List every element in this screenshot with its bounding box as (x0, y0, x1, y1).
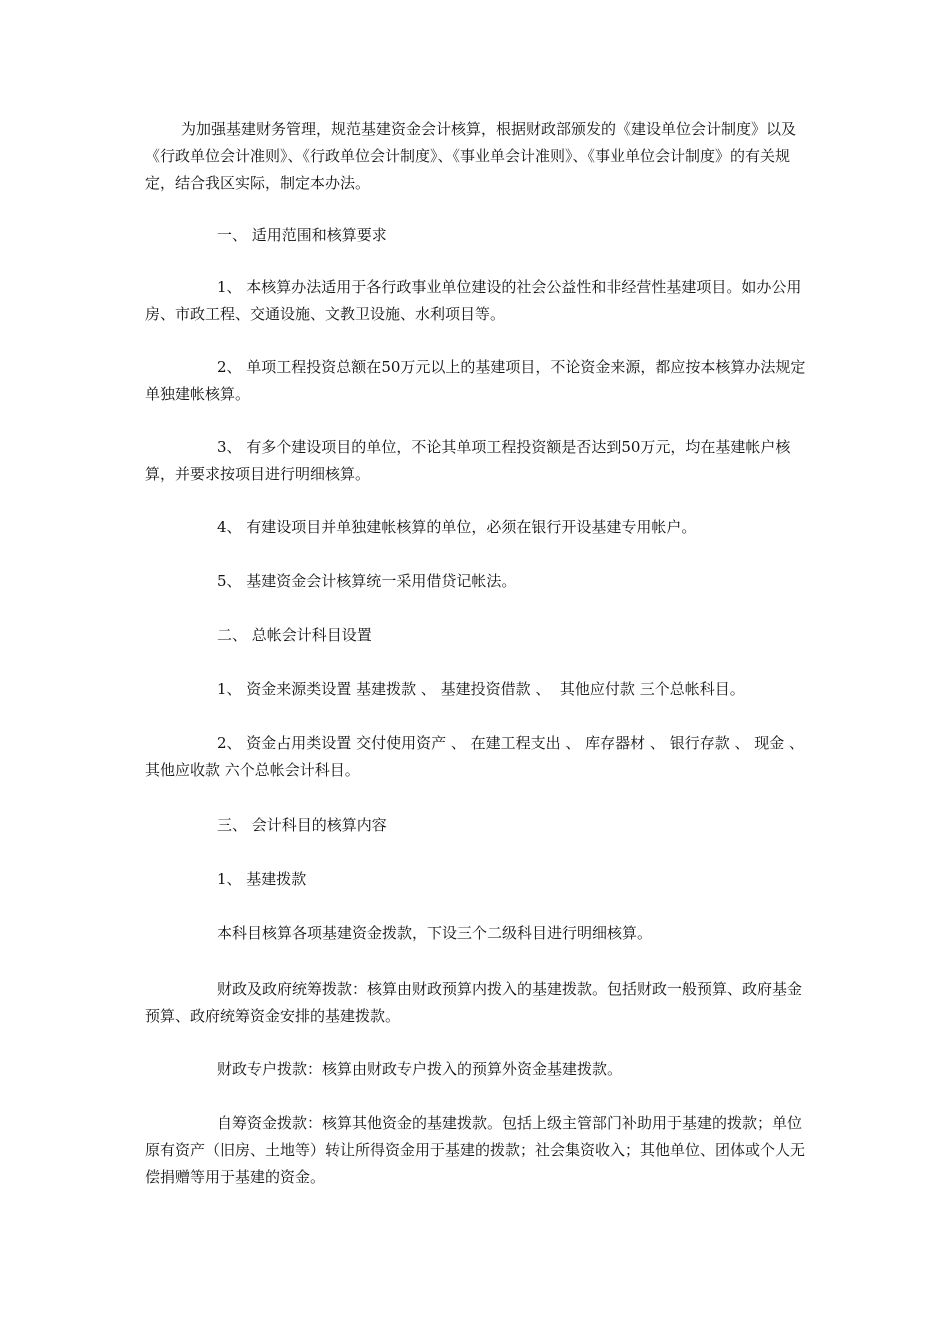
paragraph-1-5 (145, 568, 809, 595)
paragraph-text: 4、 有建设项目并单独建帐核算的单位，必须在银行开设基建专用帐户。 (217, 518, 697, 536)
paragraph-1-4 (145, 514, 809, 541)
paragraph-text: 3、 有多个建设项目的单位，不论其单项工程投资额是否达到50万元，均在基建帐户核算，并要求按项目进行明细核算。 (145, 438, 791, 483)
paragraph-text: 1、 本核算办法适用于各行政事业单位建设的社会公益性和非经营性基建项目。如办公用房、市政工程、交通设施、文教卫设施、水利项目等。 (145, 278, 802, 323)
paragraph-text: 1、 基建拨款 (217, 870, 307, 888)
paragraph-text: 2、 单项工程投资总额在50万元以上的基建项目，不论资金来源，都应按本核算办法规定单独建帐核算。 (145, 358, 806, 403)
section-heading-2 (145, 622, 809, 649)
paragraph-text: 2、 资金占用类设置 交付使用资产 、 在建工程支出 、 库存器材 、 银行存款 、 现金 、 其他应收款 六个总帐会计科目。 (145, 734, 809, 779)
paragraph-text: 1、 资金来源类设置 基建拨款 、 基建投资借款 、 其他应付款 三个总帐科目。 (217, 680, 745, 698)
paragraph-text: 三、 会计科目的核算内容 (217, 816, 387, 834)
paragraph-1-1 (145, 274, 809, 328)
paragraph-2-1 (145, 676, 809, 703)
paragraph-3-1-c (145, 1110, 809, 1191)
paragraph-text: 5、 基建资金会计核算统一采用借贷记帐法。 (217, 572, 517, 590)
intro-paragraph (145, 116, 809, 197)
paragraph-text: 为加强基建财务管理，规范基建资金会计核算，根据财政部颁发的《建设单位会计制度》以及《行政单位会计准则》、《行政单位会计制度》、《事业单会计准则》、《事业单位会计制度》的有关规定，结合我区实际，制定本办法。 (145, 120, 797, 192)
paragraph-text: 一、 适用范围和核算要求 (217, 226, 387, 244)
subsection-heading-3-1 (145, 866, 809, 893)
paragraph-text: 二、 总帐会计科目设置 (217, 626, 372, 644)
paragraph-text: 财政及政府统筹拨款：核算由财政预算内拨入的基建拨款。包括财政一般预算、政府基金预算、政府统筹资金安排的基建拨款。 (145, 980, 803, 1025)
paragraph-text: 财政专户拨款：核算由财政专户拨入的预算外资金基建拨款。 (217, 1060, 623, 1078)
section-heading-3 (145, 812, 809, 839)
paragraph-3-1-intro (145, 920, 809, 947)
paragraph-1-3 (145, 434, 809, 488)
paragraph-1-2 (145, 354, 809, 408)
paragraph-3-1-a (145, 976, 809, 1030)
paragraph-text: 本科目核算各项基建资金拨款，下设三个二级科目进行明细核算。 (217, 924, 653, 942)
paragraph-text: 自筹资金拨款：核算其他资金的基建拨款。包括上级主管部门补助用于基建的拨款；单位原有资产（旧房、土地等）转让所得资金用于基建的拨款；社会集资收入；其他单位、团体或个人无偿捐赠等用于基建的资金。 (145, 1114, 806, 1186)
section-heading-1 (145, 222, 809, 249)
paragraph-2-2 (145, 730, 809, 784)
paragraph-3-1-b (145, 1056, 809, 1083)
